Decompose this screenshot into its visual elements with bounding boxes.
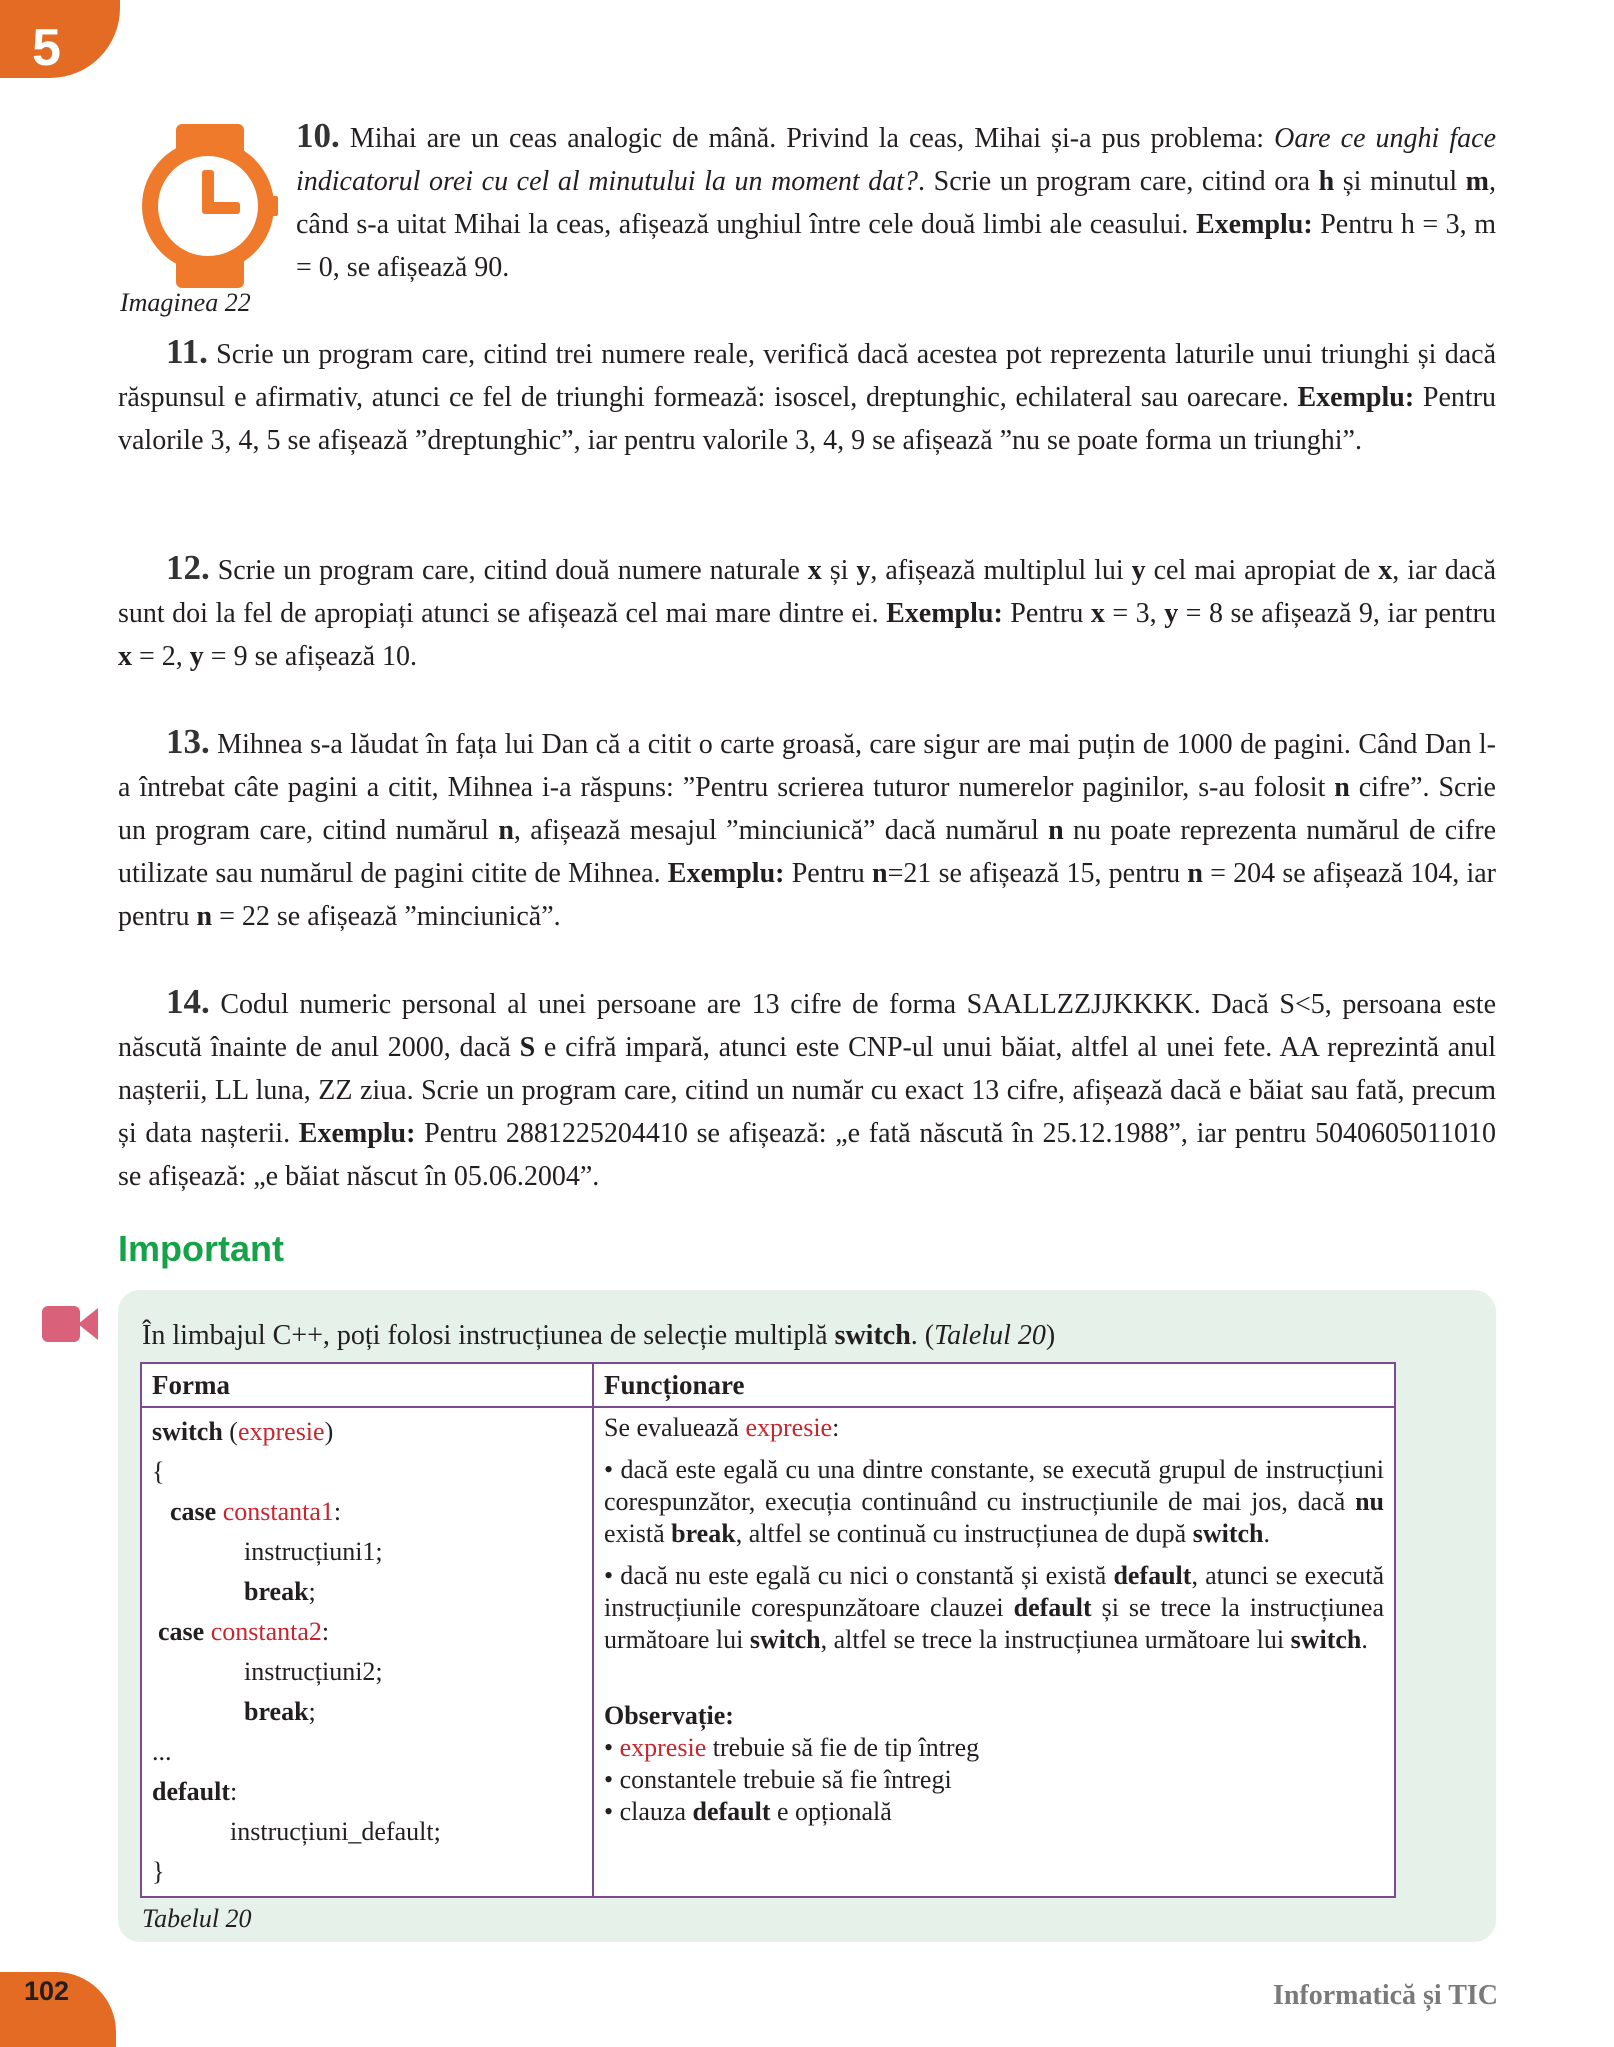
bullet-no-match: • dacă nu este egală cu nici o constantă și există default, atunci se execută instrucțiunile corespunzătoare clauzei default și se trece la instrucțiunea următoare lui switch, altfel se trece la instrucțiunea următoare lui switch. — [604, 1561, 1384, 1654]
chapter-number: 5 — [32, 19, 61, 77]
video-camera-icon — [42, 1304, 98, 1344]
code-line: default: — [152, 1777, 238, 1806]
col-header-forma: Forma — [141, 1363, 593, 1407]
exercise-13: 13. Mihnea s-a lăudat în fața lui Dan că a citit o carte groasă, care sigur are mai puțin de 1000 de pagini. Când Dan l-a întrebat câte pagini a citit, Mihnea i-a răspuns: ”Pentru scrierea tuturor numerelor paginilor, s-au folosit n cifre”. Scrie un program care, citind numărul n, afișează mesajul ”minciunică” dacă numărul n nu poate reprezenta numărul de cifre utilizate sau numărul de pagini citite de Mihnea. Exemplu: Pentru n=21 se afișează 15, pentru n = 204 se afișează 104, iar pentru n = 22 se afișează ”minciunică”. — [118, 722, 1497, 932]
table-row — [141, 1407, 1395, 1897]
switch-description-cell — [593, 1407, 1395, 1897]
code-line: instrucțiuni1; — [244, 1537, 383, 1566]
book-title: Informatică și TIC — [1272, 1980, 1498, 2011]
code-line: case constanta2: — [158, 1617, 330, 1646]
exercise-11: 11. Scrie un program care, citind trei numere reale, verifică dacă acestea pot reprezenta laturile unui triunghi și dacă răspunsul e afirmativ, atunci ce fel de triunghi formează: isoscel, dreptunghic, echilateral sau oarecare. Exemplu: Pentru valorile 3, 4, 5 se afișează ”dreptunghic”, iar pentru valorile 3, 4, 9 se afișează ”nu se poate forma un triunghi”. — [118, 332, 1497, 456]
table-header-row — [141, 1363, 1395, 1407]
exercise-number: 10. — [296, 116, 340, 155]
obs-item: • expresie trebuie să fie de tip întreg — [604, 1733, 980, 1762]
code-line: instrucțiuni_default; — [230, 1817, 441, 1846]
page-number: 102 — [24, 1976, 70, 2006]
switch-code-cell — [141, 1407, 593, 1897]
obs-item: • clauza default e opțională — [604, 1797, 892, 1826]
bullet-match: • dacă este egală cu una dintre constante, se execută grupul de instrucțiuni corespunzător, execuția continuând cu instrucțiunile de mai jos, dacă nu există break, altfel se continuă cu instrucțiunea de după switch. — [604, 1455, 1384, 1548]
col-header-functionare: Funcționare — [593, 1363, 1395, 1407]
table-caption: Tabelul 20 — [142, 1904, 252, 1933]
code-line: instrucțiuni2; — [244, 1657, 383, 1686]
exercise-number: 13. — [166, 722, 210, 761]
observations — [604, 1700, 1384, 1828]
code-line: break; — [244, 1577, 316, 1606]
eval-line: Se evaluează expresie: — [604, 1413, 840, 1442]
exercise-14: 14. Codul numeric personal al unei persoane are 13 cifre de forma SAALLZZJJKKKK. Dacă S<5, persoana este născută înainte de anul 2000, dacă S e cifră impară, atunci este CNP-ul unui băiat, altfel al unei fete. AA reprezintă anul nașterii, LL luna, ZZ ziua. Scrie un program care, citind un număr cu exact 13 cifre, afișează dacă e băiat sau fată, precum și data nașterii. Exemplu: Pentru 2881225204410 se afișează: „e fată născută în 25.12.1988”, iar pentru 5040605011010 se afișează: „e băiat născut în 05.06.2004”. — [118, 982, 1497, 1192]
code-line: switch (expresie) — [152, 1417, 334, 1446]
exercise-12: 12. Scrie un program care, citind două numere naturale x și y, afișează multiplul lui y cel mai apropiat de x, iar dacă sunt doi la fel de apropiați atunci se afișează cel mai mare dintre ei. Exemplu: Pentru x = 3, y = 8 se afișează 9, iar pentru x = 2, y = 9 se afișează 10. — [118, 548, 1496, 672]
exercise-10: 10. Mihai are un ceas analogic de mână. Privind la ceas, Mihai și-a pus problema: Oare ce unghi face indicatorul orei cu cel al minutului la un moment dat?. Scrie un program care, citind ora h și minutul m, când s-a uitat Mihai la ceas, afișează unghiul între cele două limbi ale ceasului. Exemplu: Pentru h = 3, m = 0, se afișează 90. — [296, 116, 1496, 283]
switch-table — [140, 1362, 1396, 1898]
exercise-number: 14. — [166, 982, 210, 1021]
exercise-number: 12. — [166, 548, 210, 587]
watch-icon — [140, 124, 280, 288]
code-line: } — [152, 1857, 165, 1886]
important-intro: În limbajul C++, poți folosi instrucțiunea de selecție multiplă switch. (Talelul 20) — [142, 1320, 1056, 1351]
exercise-number: 11. — [166, 332, 208, 371]
code-line: break; — [244, 1697, 316, 1726]
code-line: ... — [152, 1737, 172, 1766]
image-caption: Imaginea 22 — [120, 288, 251, 317]
code-line: { — [152, 1457, 165, 1486]
obs-title: Observație: — [604, 1701, 734, 1730]
code-line: case constanta1: — [170, 1497, 342, 1526]
obs-item: • constantele trebuie să fie întregi — [604, 1765, 952, 1794]
important-heading: Important — [118, 1228, 284, 1269]
